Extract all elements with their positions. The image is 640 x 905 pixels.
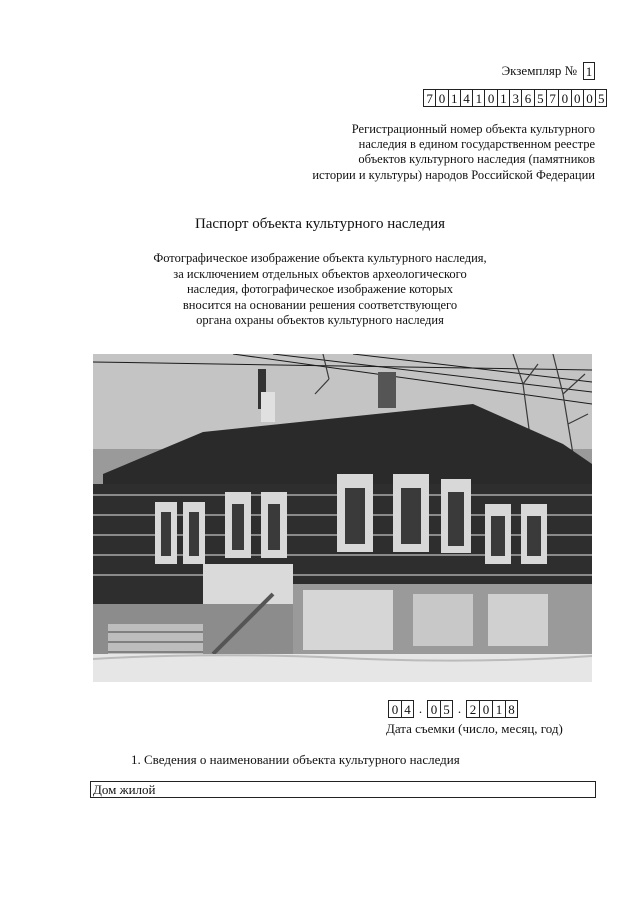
date-digit: 1 <box>492 700 505 718</box>
reg-digit: 7 <box>546 89 558 107</box>
registration-caption <box>265 122 595 183</box>
reg-digit: 5 <box>595 89 607 107</box>
reg-digit: 4 <box>460 89 472 107</box>
date-year <box>466 700 518 718</box>
reg-digit: 3 <box>509 89 521 107</box>
registration-caption-line: наследия в едином государственном реестре <box>358 137 595 152</box>
reg-digit: 0 <box>571 89 583 107</box>
date-separator: . <box>457 701 462 716</box>
registration-caption-line: объектов культурного наследия (памятников <box>358 152 595 167</box>
photo-caption-line: наследия, фотографическое изображение которых <box>186 282 454 296</box>
photo-caption-line: Фотографическое изображение объекта культурного наследия, <box>153 251 487 265</box>
date-digit: 0 <box>479 700 492 718</box>
photo-caption-line: за исключением отдельных объектов археологического <box>173 266 467 281</box>
date-month <box>427 700 453 718</box>
date-digit: 5 <box>440 700 453 718</box>
date-digit: 2 <box>466 700 479 718</box>
reg-digit: 0 <box>435 89 447 107</box>
registration-number-boxes <box>423 89 607 107</box>
reg-digit: 7 <box>423 89 435 107</box>
reg-digit: 0 <box>583 89 595 107</box>
date-digit: 4 <box>401 700 414 718</box>
building-photo <box>93 354 592 682</box>
reg-digit: 0 <box>484 89 496 107</box>
date-digit: 8 <box>505 700 518 718</box>
date-caption: Дата съемки (число, месяц, год) <box>386 721 563 736</box>
photo-caption <box>0 251 640 329</box>
reg-digit: 0 <box>558 89 570 107</box>
reg-digit: 6 <box>521 89 533 107</box>
object-name-field: Дом жилой <box>90 781 596 798</box>
registration-caption-line: истории и культуры) народов Российской Федерации <box>312 167 595 182</box>
reg-digit: 1 <box>472 89 484 107</box>
copy-number-row <box>502 62 595 80</box>
registration-caption-line: Регистрационный номер объекта культурного <box>351 122 595 136</box>
date-digit: 0 <box>427 700 440 718</box>
date-day <box>388 700 414 718</box>
date-separator: . <box>418 701 423 716</box>
reg-digit: 5 <box>534 89 546 107</box>
date-digit: 0 <box>388 700 401 718</box>
reg-digit: 1 <box>448 89 460 107</box>
copy-number-box: 1 <box>583 62 595 80</box>
document-title: Паспорт объекта культурного наследия <box>194 216 446 232</box>
reg-digit: 1 <box>497 89 509 107</box>
copy-label: Экземпляр № <box>501 63 577 78</box>
photo-caption-line: вносится на основании решения соответствующего <box>182 297 458 312</box>
section-1-heading: 1. Сведения о наименовании объекта культурного наследия <box>131 752 460 767</box>
photo-caption-line: органа охраны объектов культурного наследия <box>196 313 444 327</box>
photo-date-boxes <box>388 700 518 718</box>
